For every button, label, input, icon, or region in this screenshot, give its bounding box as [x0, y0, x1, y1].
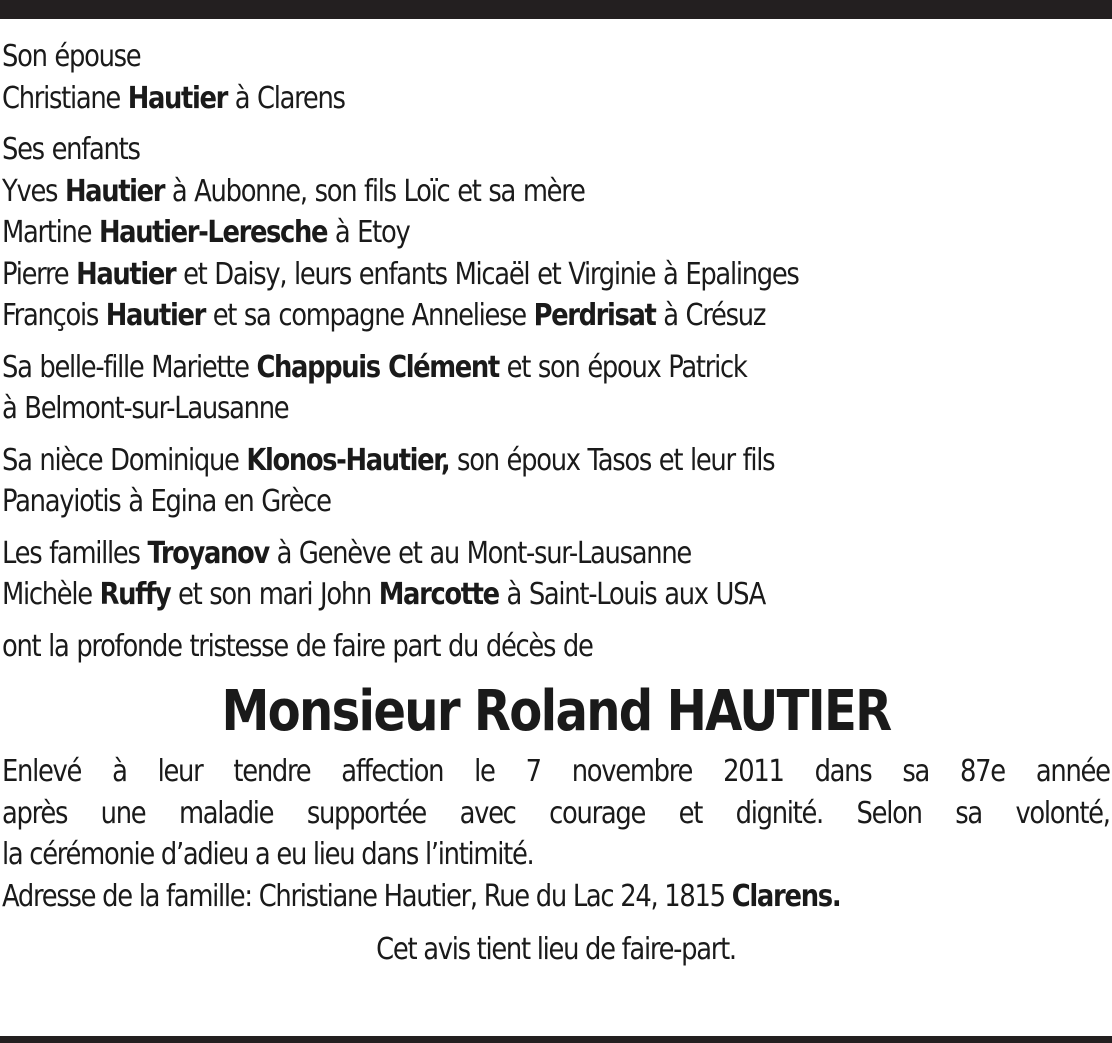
announcement-text: ont la profonde tristesse de faire part du décès de: [2, 628, 593, 664]
families-block: [2, 533, 1110, 616]
spouse-block: [2, 36, 1110, 119]
body-line: Enlevé à leur tendre affection le 7 novembre 2011 dans sa 87e année: [2, 754, 1110, 789]
niece-block: [2, 440, 1110, 523]
top-border: [0, 0, 1112, 19]
daughter-in-law-block: [2, 347, 1110, 430]
family-address: Adresse de la famille: Christiane Hautier, Rue du Lac 24, 1815 Clarens.: [2, 878, 841, 914]
body-line: après une maladie supportée avec courage et dignité. Selon sa volonté,: [2, 795, 1110, 831]
daughter-in-law-line: Sa belle-fille Mariette Chappuis Clément et son époux Patrick: [2, 349, 747, 385]
body-line: la cérémonie d’adieu a eu lieu dans l’intimité.: [2, 837, 534, 872]
bottom-border: [0, 1036, 1112, 1043]
announcement-block: [2, 626, 1110, 668]
child-line: Pierre Hautier et Daisy, leurs enfants Micaël et Virginie à Epalinges: [2, 256, 799, 292]
families-line: Les familles Troyanov à Genève et au Mont-sur-Lausanne: [2, 535, 691, 571]
children-heading: Ses enfants: [2, 132, 140, 167]
footer-note: Cet avis tient lieu de faire-part.: [376, 932, 736, 967]
daughter-in-law-location: à Belmont-sur-Lausanne: [2, 391, 289, 426]
niece-location: Panayiotis à Egina en Grèce: [2, 484, 331, 519]
body-paragraph: [2, 751, 1110, 917]
spouse-heading: Son épouse: [2, 39, 141, 74]
child-line: François Hautier et sa compagne Anneliese Perdrisat à Crésuz: [2, 298, 766, 333]
spouse-line: Christiane Hautier à Clarens: [2, 80, 345, 116]
child-line: Martine Hautier-Leresche à Etoy: [2, 215, 410, 250]
niece-line: Sa nièce Dominique Klonos-Hautier, son époux Tasos et leur fils: [2, 442, 775, 478]
spouse-surname: Hautier: [127, 80, 227, 116]
obituary-notice: [2, 36, 1110, 971]
families-line: Michèle Ruffy et son mari John Marcotte à Saint-Louis aux USA: [2, 577, 766, 612]
child-line: Yves Hautier à Aubonne, son fils Loïc et sa mère: [2, 173, 585, 209]
children-block: [2, 129, 1110, 337]
deceased-name: Monsieur Roland HAUTIER: [221, 679, 891, 744]
